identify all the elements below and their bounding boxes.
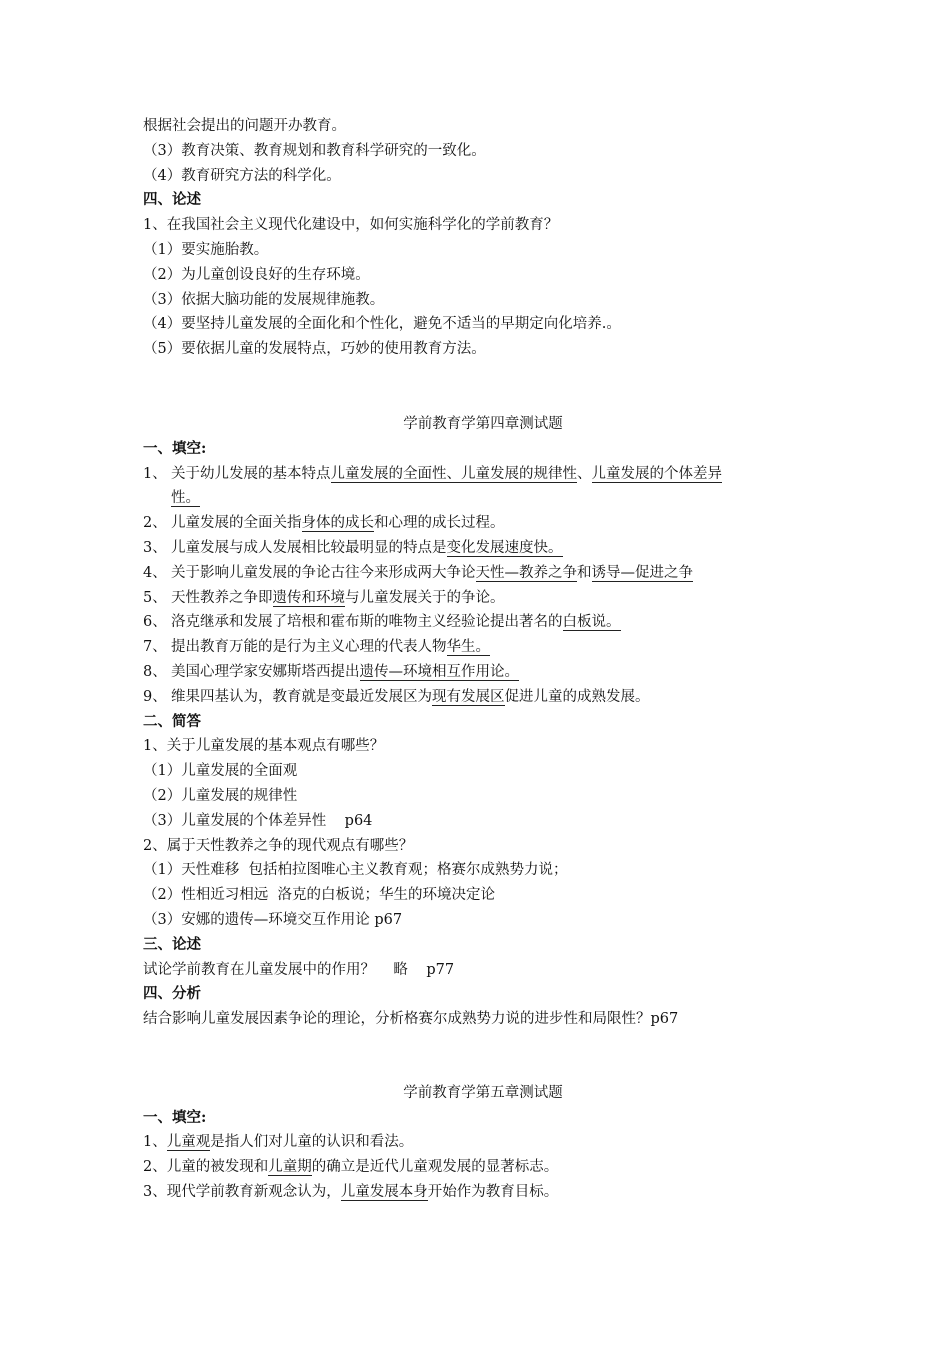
text-line: （3）教育决策、教育规划和教育科学研究的一致化。 [143, 142, 486, 159]
section-heading: 四、论述 [143, 191, 201, 209]
answer-underline: 华生。 [446, 639, 490, 656]
answer-underline: 儿童发展的个体差异 [591, 465, 722, 482]
section-heading: 二、简答 [143, 712, 201, 730]
section-heading: 三、论述 [143, 935, 201, 953]
fill-question: 2、儿童的被发现和儿童期的确立是近代儿童观发展的显著标志。 [143, 1159, 559, 1176]
fill-question: 7、 提出教育万能的是行为主义心理的代表人物华生。 [143, 639, 490, 656]
fill-question: 3、 儿童发展与成人发展相比较最明显的特点是变化发展速度快。 [143, 539, 563, 556]
answer-underline: 身体的成长 [301, 515, 374, 532]
answer-line: （4）要坚持儿童发展的全面化和个性化，避免不适当的早期定向化培养.。 [143, 316, 621, 333]
answer-underline: 现有发展区 [432, 688, 505, 705]
chapter-title: 学前教育学第四章测试题 [403, 415, 563, 432]
answer-underline: 天性—教养之争 [475, 564, 577, 581]
short-answer-line: （3）安娜的遗传—环境交互作用论 p67 [143, 911, 403, 928]
section-heading: 四、分析 [143, 985, 201, 1003]
fill-question: 1、儿童观是指人们对儿童的认识和看法。 [143, 1134, 414, 1151]
answer-line: （3）依据大脑功能的发展规律施教。 [143, 291, 385, 308]
answer-underline: 儿童观 [166, 1134, 211, 1151]
answer-underline: 儿童发展本身 [340, 1184, 428, 1201]
short-answer-line: （3）儿童发展的个体差异性 p64 [143, 812, 373, 829]
short-answer-line: （1）天性难移 包括柏拉图唯心主义教育观；格赛尔成熟势力说； [143, 862, 568, 879]
document-content [143, 114, 823, 1205]
fill-question: 2、 儿童发展的全面关指身体的成长和心理的成长过程。 [143, 515, 505, 532]
fill-question: 4、 关于影响儿童发展的争论古往今来形成两大争论天性—教养之争和诱导—促进之争 [143, 564, 693, 581]
answer-line: （2）为儿童创设良好的生存环境。 [143, 266, 370, 283]
answer-underline: 白板说。 [562, 614, 621, 631]
text-line: 根据社会提出的问题开办教育。 [143, 118, 346, 134]
answer-underline: 诱导—促进之争 [591, 564, 693, 581]
fill-question: 9、 维果四基认为，教育就是变最近发展区为现有发展区促进儿童的成熟发展。 [143, 688, 650, 705]
answer-line: （5）要依据儿童的发展特点，巧妙的使用教育方法。 [143, 341, 486, 358]
answer-underline: 遗传和环境 [272, 589, 345, 606]
essay-question: 试论学前教育在儿童发展中的作用？ 略 p77 [143, 961, 455, 978]
short-answer-line: （1）儿童发展的全面观 [143, 763, 298, 780]
fill-question: 6、 洛克继承和发展了培根和霍布斯的唯物主义经验论提出著名的白板说。 [143, 614, 621, 631]
short-answer-line: 2、属于天性教养之争的现代观点有哪些？ [143, 837, 414, 854]
short-answer-line: 1、关于儿童发展的基本观点有哪些？ [143, 738, 385, 755]
short-answer-line: （2）儿童发展的规律性 [143, 787, 298, 804]
analysis-question: 结合影响儿童发展因素争论的理论，分析格赛尔成熟势力说的进步性和局限性？p67 [143, 1011, 679, 1028]
fill-question: 5、 天性教养之争即遗传和环境与儿童发展关于的争论。 [143, 589, 505, 606]
section-heading: 一、填空: [143, 439, 207, 457]
fill-question: 3、现代学前教育新观念认为，儿童发展本身开始作为教育目标。 [143, 1184, 559, 1201]
fill-question-cont [143, 486, 823, 511]
chapter-title: 学前教育学第五章测试题 [403, 1084, 563, 1101]
answer-line: （1）要实施胎教。 [143, 241, 269, 258]
short-answer-line: （2）性相近习相远 洛克的白板说；华生的环境决定论 [143, 887, 495, 904]
fill-question: 1、 关于幼儿发展的基本特点儿童发展的全面性、儿童发展的规律性、儿童发展的个体差异 [143, 465, 722, 482]
answer-underline: 变化发展速度快。 [446, 539, 563, 556]
answer-underline: 儿童期 [268, 1159, 312, 1176]
fill-question: 8、 美国心理学家安娜斯塔西提出遗传—环境相互作用论。 [143, 663, 519, 680]
section-heading: 一、填空: [143, 1108, 207, 1126]
answer-underline: 遗传—环境相互作用论。 [359, 663, 519, 680]
text-line: （4）教育研究方法的科学化。 [143, 167, 341, 184]
answer-underline: 儿童发展的全面性、儿童发展的规律性 [330, 465, 577, 482]
question: 1、在我国社会主义现代化建设中，如何实施科学化的学前教育？ [143, 217, 559, 234]
answer-underline: 性。 [171, 490, 200, 507]
